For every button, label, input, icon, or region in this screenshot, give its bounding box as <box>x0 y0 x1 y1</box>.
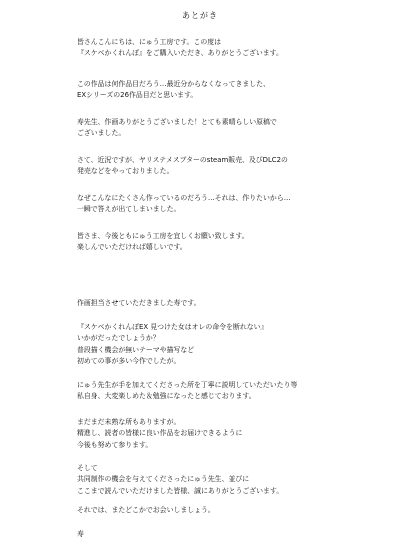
paragraph <box>77 322 377 368</box>
text-line: 普段描く機会が無いテーマや描写など <box>77 345 195 354</box>
text-line: そして <box>77 464 98 472</box>
text-line: 寿 <box>77 530 84 538</box>
text-line: EXシリーズの26作品目だと思います。 <box>77 91 198 100</box>
text-line: 今後も努めて参ります。 <box>77 440 153 449</box>
text-line: 『スケベかくれんぼEX 見つけた女はオレの命令を断れない』 <box>77 323 268 331</box>
paragraph <box>77 117 377 140</box>
text-line: この作品は何作品目だろう…最近分からなくなってきました、 <box>77 80 270 88</box>
paragraph <box>77 193 377 216</box>
paragraph <box>77 505 377 516</box>
text-line: 寿先生、作画ありがとうございました！とても素晴らしい原稿で <box>77 118 277 126</box>
text-line: それでは、またどこかでお会いしましょう。 <box>77 506 215 514</box>
paragraph <box>77 79 377 102</box>
text-line: なぜこんなにたくさん作っているのだろう…それは、作りたいから… <box>77 194 291 202</box>
text-line: 楽しんでいただければ嬉しいです。 <box>77 243 187 252</box>
text-line: 私自身、大変楽しめた＆勉強になったと感じております。 <box>77 392 256 401</box>
text-line: にゅう先生が手を加えてくださった所を丁寧に説明していただいたり等 <box>77 381 298 389</box>
text-line: ございました。 <box>77 129 126 138</box>
page-title: あとがき <box>182 11 218 20</box>
paragraph <box>77 37 377 60</box>
text-line: 共同制作の機会を与えてくださったにゅう先生、並びに <box>77 475 250 484</box>
text-line: まだまだ未熟な所もありますが。 <box>77 418 181 426</box>
text-line: 皆さんこんにちは、にゅう工房です。この度は <box>77 38 222 46</box>
text-line: 初めての事が多い今作でしたが。 <box>77 357 181 366</box>
paragraph <box>77 380 377 403</box>
text-line: 作画担当させていただきました寿です。 <box>77 299 201 307</box>
paragraph <box>77 417 377 451</box>
text-line: いかがだったでしょうか？ <box>77 334 160 343</box>
paragraph <box>77 463 377 497</box>
signature-text <box>77 529 377 540</box>
text-line: 『スケベかくれんぼ』をご購入いただき、ありがとうございます。 <box>77 49 283 58</box>
paragraph <box>77 231 377 254</box>
text-line: さて、近況ですが、ヤリステメスブターのsteam販売、及びDLC2の <box>77 156 288 164</box>
text-line: 皆さま、今後ともにゅう工房を宜しくお願い致します。 <box>77 232 249 240</box>
paragraph <box>77 155 377 178</box>
text-line: 一瞬で答えが出てしまいました。 <box>77 205 181 214</box>
text-line: ここまで読んでいただけました皆様、誠にありがとうございます。 <box>77 486 284 495</box>
paragraph <box>77 298 377 309</box>
text-line: 精進し、読者の皆様に良い作品をお届けできるように <box>77 429 243 438</box>
text-line: 発売などをやっておりました。 <box>77 167 174 176</box>
